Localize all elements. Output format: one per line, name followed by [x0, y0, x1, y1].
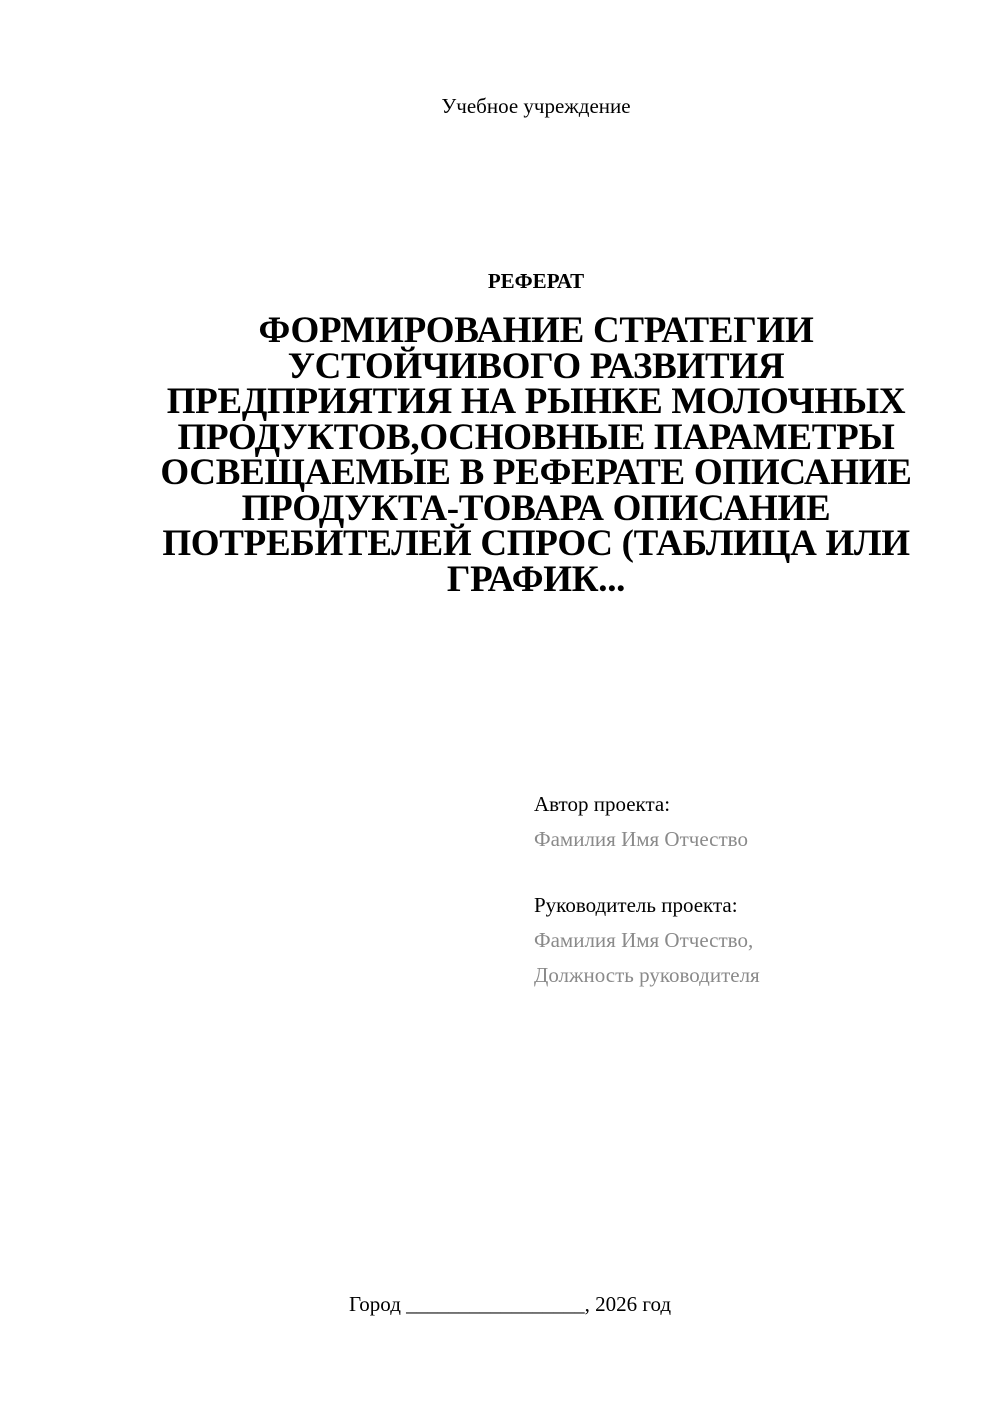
project-people-block — [534, 789, 974, 995]
city-year-line: Город _________________, 2026 год — [349, 1292, 672, 1316]
document-type: РЕФЕРАТ — [487, 269, 585, 293]
author-name: Фамилия Имя Отчество — [534, 827, 748, 851]
supervisor-position: Должность руководителя — [534, 963, 760, 987]
supervisor-label: Руководитель проекта: — [534, 893, 738, 917]
author-label: Автор проекта: — [534, 792, 671, 816]
institution-name: Учебное учреждение — [441, 94, 631, 118]
supervisor-name: Фамилия Имя Отчество, — [534, 928, 754, 952]
document-title: ФОРМИРОВАНИЕ СТРАТЕГИИ УСТОЙЧИВОГО РАЗВИТИЯ ПРЕДПРИЯТИЯ НА РЫНКЕ МОЛОЧНЫХ ПРОДУКТОВ,ОСНОВНЫЕ ПАРАМЕТРЫ ОСВЕЩАЕМЫЕ В РЕФЕРАТЕ ОПИСАНИЕ ПРОДУКТА-ТОВАРА ОПИСАНИЕ ПОТРЕБИТЕЛЕЙ СПРОС (ТАБЛИЦА ИЛИ ГРАФИК... — [160, 310, 912, 600]
spacer — [534, 859, 974, 890]
